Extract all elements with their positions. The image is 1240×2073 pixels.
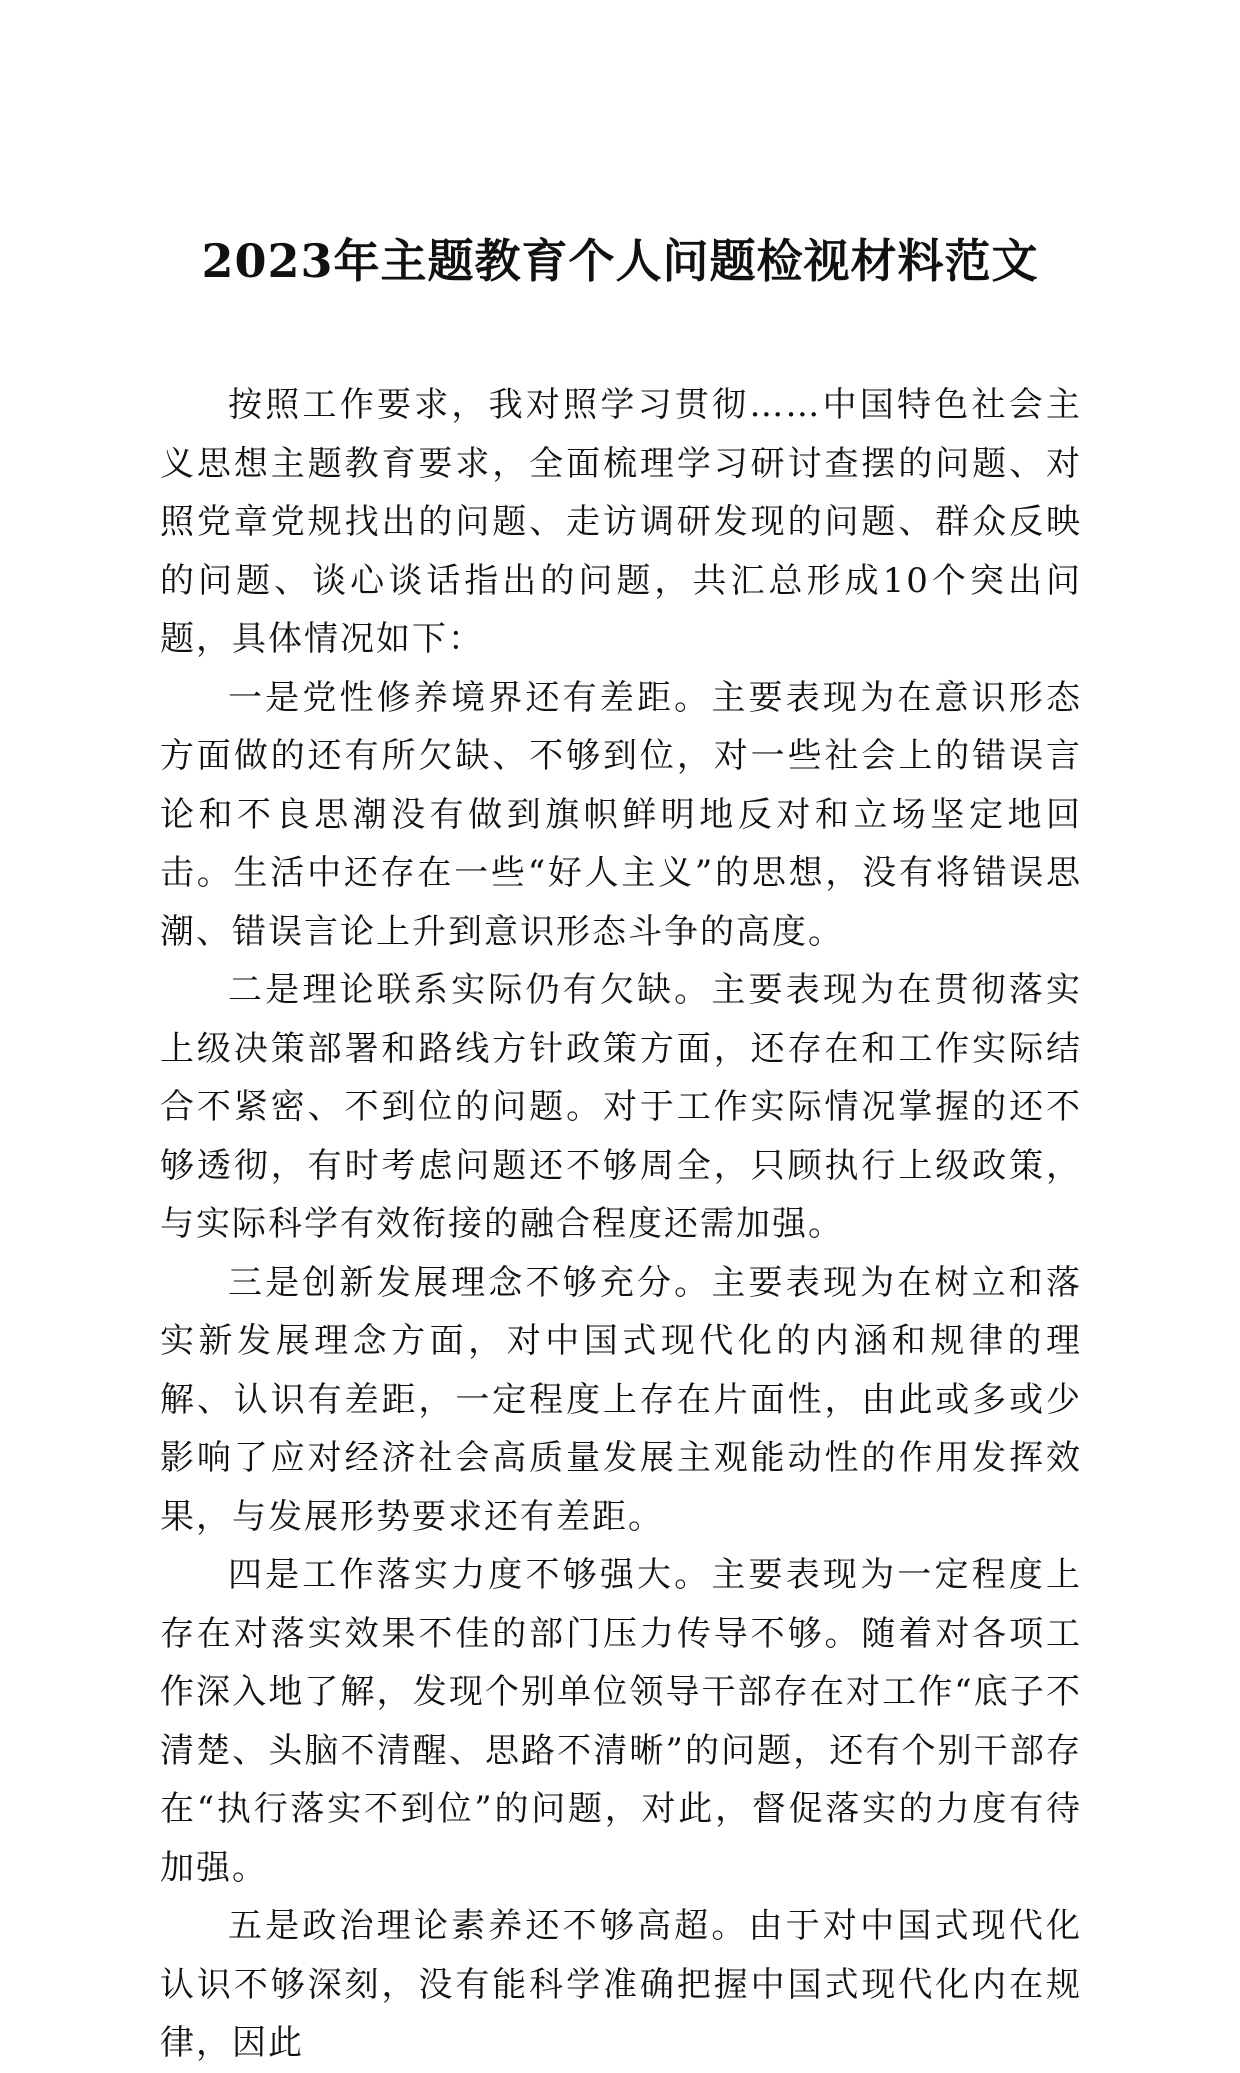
paragraph-point-1: 一是党性修养境界还有差距。主要表现为在意识形态方面做的还有所欠缺、不够到位，对一些社会上的错误言论和不良思潮没有做到旗帜鲜明地反对和立场坚定地回击。生活中还存在一些“好人主义”的思想，没有将错误思潮、错误言论上升到意识形态斗争的高度。 bbox=[160, 677, 1082, 952]
paragraph-point-4: 四是工作落实力度不够强大。主要表现为一定程度上存在对落实效果不佳的部门压力传导不够。随着对各项工作深入地了解，发现个别单位领导干部存在对工作“底子不清楚、头脑不清醒、思路不清晰”的问题，还有个别干部存在“执行落实不到位”的问题，对此，督促落实的力度有待加强。 bbox=[160, 1555, 1082, 1888]
paragraph-intro: 按照工作要求，我对照学习贯彻……中国特色社会主义思想主题教育要求，全面梳理学习研讨查摆的问题、对照党章党规找出的问题、走访调研发现的问题、群众反映的问题、谈心谈话指出的问题，共汇总形成10个突出问题，具体情况如下： bbox=[160, 385, 1082, 659]
document-title: 2023年主题教育个人问题检视材料范文 bbox=[201, 234, 1039, 288]
paragraph-point-2: 二是理论联系实际仍有欠缺。主要表现为在贯彻落实上级决策部署和路线方针政策方面，还存在和工作实际结合不紧密、不到位的问题。对于工作实际情况掌握的还不够透彻，有时考虑问题还不够周全，只顾执行上级政策，与实际科学有效衔接的融合程度还需加强。 bbox=[160, 970, 1082, 1244]
paragraph-point-3: 三是创新发展理念不够充分。主要表现为在树立和落实新发展理念方面，对中国式现代化的内涵和规律的理解、认识有差距，一定程度上存在片面性，由此或多或少影响了应对经济社会高质量发展主观能动性的作用发挥效果，与发展形势要求还有差距。 bbox=[160, 1262, 1082, 1537]
document-body bbox=[160, 376, 1082, 2073]
paragraph-point-5: 五是政治理论素养还不够高超。由于对中国式现代化认识不够深刻，没有能科学准确把握中国式现代化内在规律，因此 bbox=[160, 1906, 1082, 2063]
